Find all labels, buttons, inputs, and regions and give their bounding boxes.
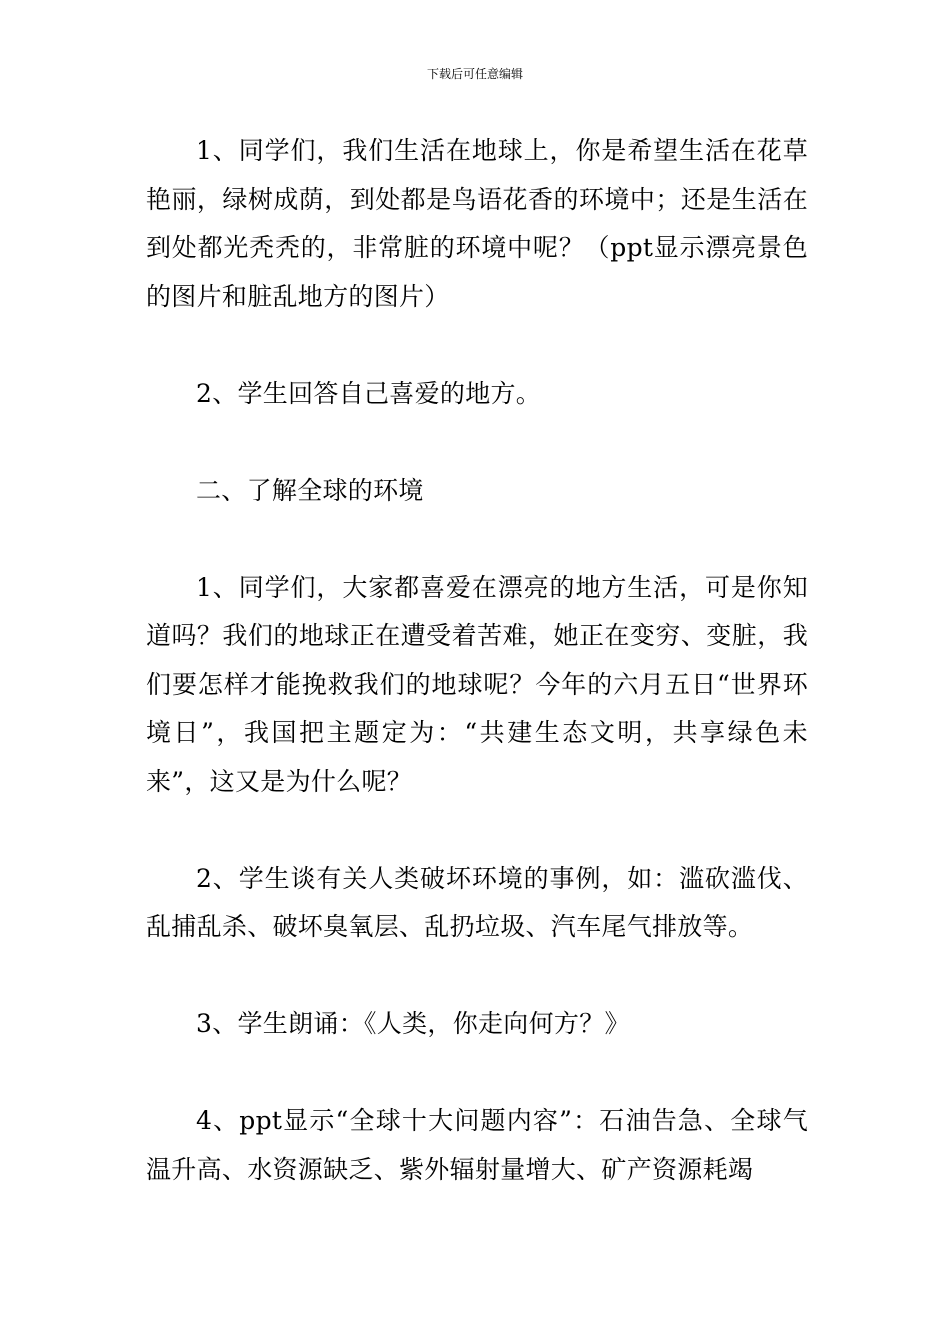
- paragraph-gap: [146, 418, 808, 467]
- paragraph-global-issues: 4、ppt显示“全球十大问题内容”：石油告急、全球气温升高、水资源缺乏、紫外辐射量增大、矿产资源耗竭: [146, 1106, 808, 1184]
- page-header-note: 下载后可任意编辑: [426, 67, 523, 81]
- paragraph-destruction-examples: 2、学生谈有关人类破坏环境的事例，如：滥砍滥伐、乱捕乱杀、破坏臭氧层、乱扔垃圾、汽车尾气排放等。: [146, 863, 808, 941]
- document-body: [146, 127, 808, 1194]
- paragraph-gap: [146, 515, 808, 564]
- paragraph-gap: [146, 321, 808, 370]
- paragraph-gap: [146, 806, 808, 855]
- paragraph-gap: [146, 952, 808, 1001]
- paragraph-gap: [146, 1049, 808, 1098]
- paragraph-world-environment-day: 1、同学们，大家都喜爱在漂亮的地方生活，可是你知道吗？我们的地球正在遭受着苦难，她正在变穷、变脏，我们要怎样才能挽救我们的地球呢？今年的六月五日“世界环境日”，我国把主题定为：“共建生态文明，共享绿色未来”，这又是为什么呢？: [146, 572, 808, 796]
- paragraph-student-answer: 2、学生回答自己喜爱的地方。: [196, 378, 542, 408]
- paragraph-intro-question: 1、同学们，我们生活在地球上，你是希望生活在花草艳丽，绿树成荫，到处都是鸟语花香的环境中；还是生活在到处都光秃秃的，非常脏的环境中呢？（ppt显示漂亮景色的图片和脏乱地方的图片）: [146, 136, 808, 311]
- section-heading: 二、了解全球的环境: [196, 475, 424, 505]
- paragraph-recitation: 3、学生朗诵：《人类，你走向何方？》: [196, 1009, 630, 1038]
